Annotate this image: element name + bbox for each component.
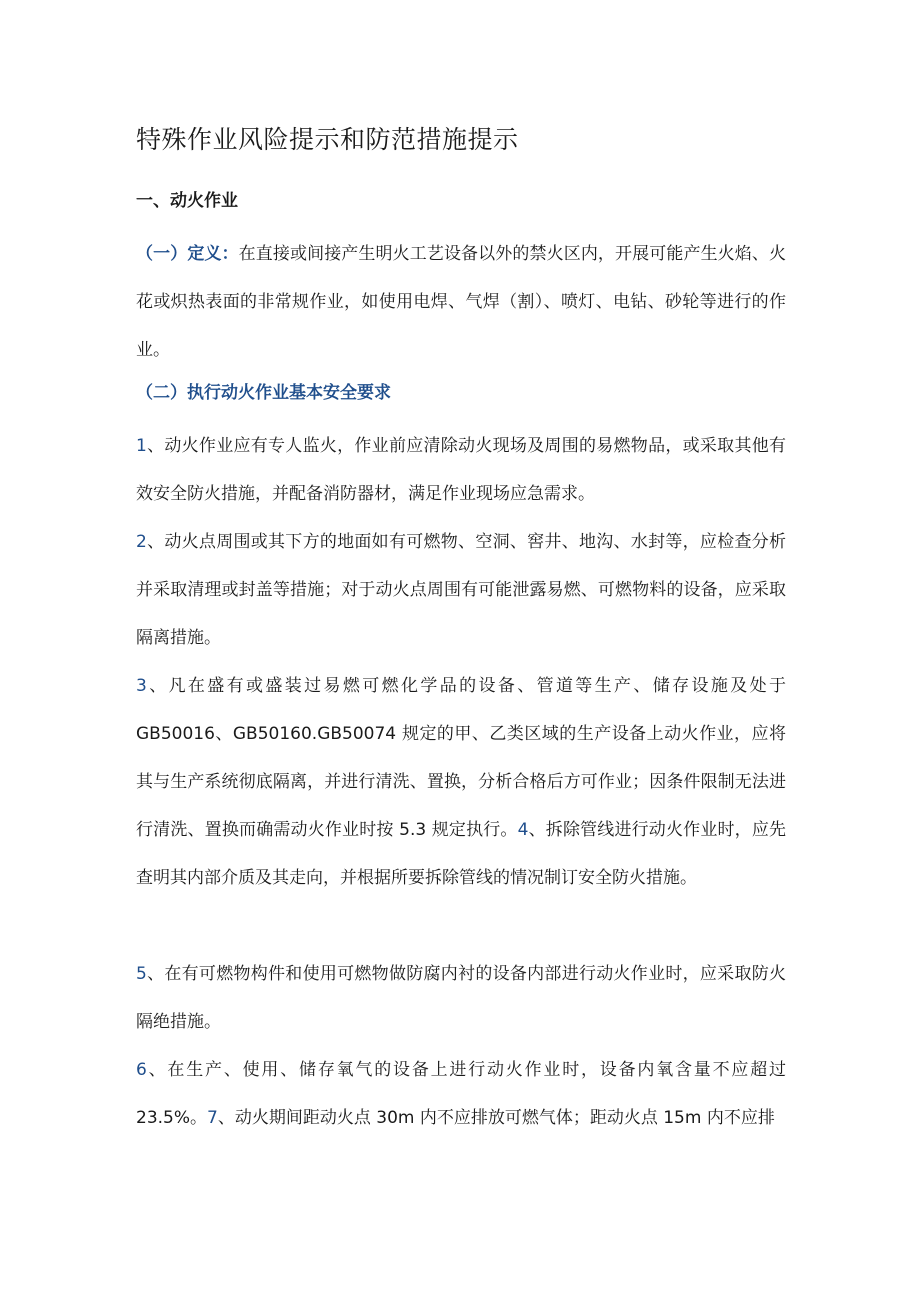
item-text: 、动火作业应有专人监火，作业前应清除动火现场及周围的易燃物品，或采取其他有效安全防火措施，并配备消防器材，满足作业现场应急需求。 <box>136 436 786 504</box>
item-text: 、在有可燃物构件和使用可燃物做防腐内衬的设备内部进行动火作业时，应采取防火隔绝措施。 <box>136 964 786 1032</box>
item-number: 5 <box>136 964 147 984</box>
definition-label: （一）定义： <box>136 244 239 264</box>
section-heading-hot-work: 一、动火作业 <box>136 191 238 211</box>
item-number: 6 <box>136 1060 147 1080</box>
requirement-item-2 <box>136 518 786 662</box>
item-number: 7 <box>207 1108 218 1128</box>
item-text: 、拆除管线进行动火作业时，应先查明其内部介质及其走向，并根据所要拆除管线的情况制订安全防火措施。 <box>136 820 787 888</box>
subheading-safety-requirements: （二）执行动火作业基本安全要求 <box>136 383 391 403</box>
item-number: 2 <box>136 532 147 552</box>
item-text: 、动火点周围或其下方的地面如有可燃物、空洞、窖井、地沟、水封等，应检查分析并采取清理或封盖等措施；对于动火点周围有可能泄露易燃、可燃物料的设备，应采取隔离措施。 <box>136 532 786 648</box>
requirement-item-1 <box>136 422 786 518</box>
item-text: 、在生产、使用、储存氧气的设备上进行动火作业时，设备内氧含量不应超过23.5%。 <box>136 1060 786 1128</box>
item-text: 、动火期间距动火点 30m 内不应排放可燃气体；距动火点 15m 内不应排 <box>217 1108 775 1128</box>
item-number: 3 <box>136 676 147 696</box>
item-text: 、凡在盛有或盛装过易燃可燃化学品的设备、管道等生产、储存设施及处于GB50016、GB50160.GB50074 规定的甲、乙类区域的生产设备上动火作业，应将其与生产系统彻底隔离，并进行清洗、置换，分析合格后方可作业；因条件限制无法进行清洗、置换而确需动火作业时按 5.3 规定执行。 <box>136 676 786 840</box>
item-number: 1 <box>136 436 147 456</box>
requirement-item-3-4 <box>136 662 786 902</box>
definition-text: 在直接或间接产生明火工艺设备以外的禁火区内，开展可能产生火焰、火花或炽热表面的非常规作业，如使用电焊、气焊（割）、喷灯、电钻、砂轮等进行的作业。 <box>136 244 787 360</box>
page-title: 特殊作业风险提示和防范措施提示 <box>136 125 519 154</box>
requirement-item-6-7 <box>136 1046 786 1142</box>
item-number: 4 <box>517 820 529 840</box>
definition-paragraph <box>136 230 786 374</box>
requirement-item-5 <box>136 950 786 1046</box>
